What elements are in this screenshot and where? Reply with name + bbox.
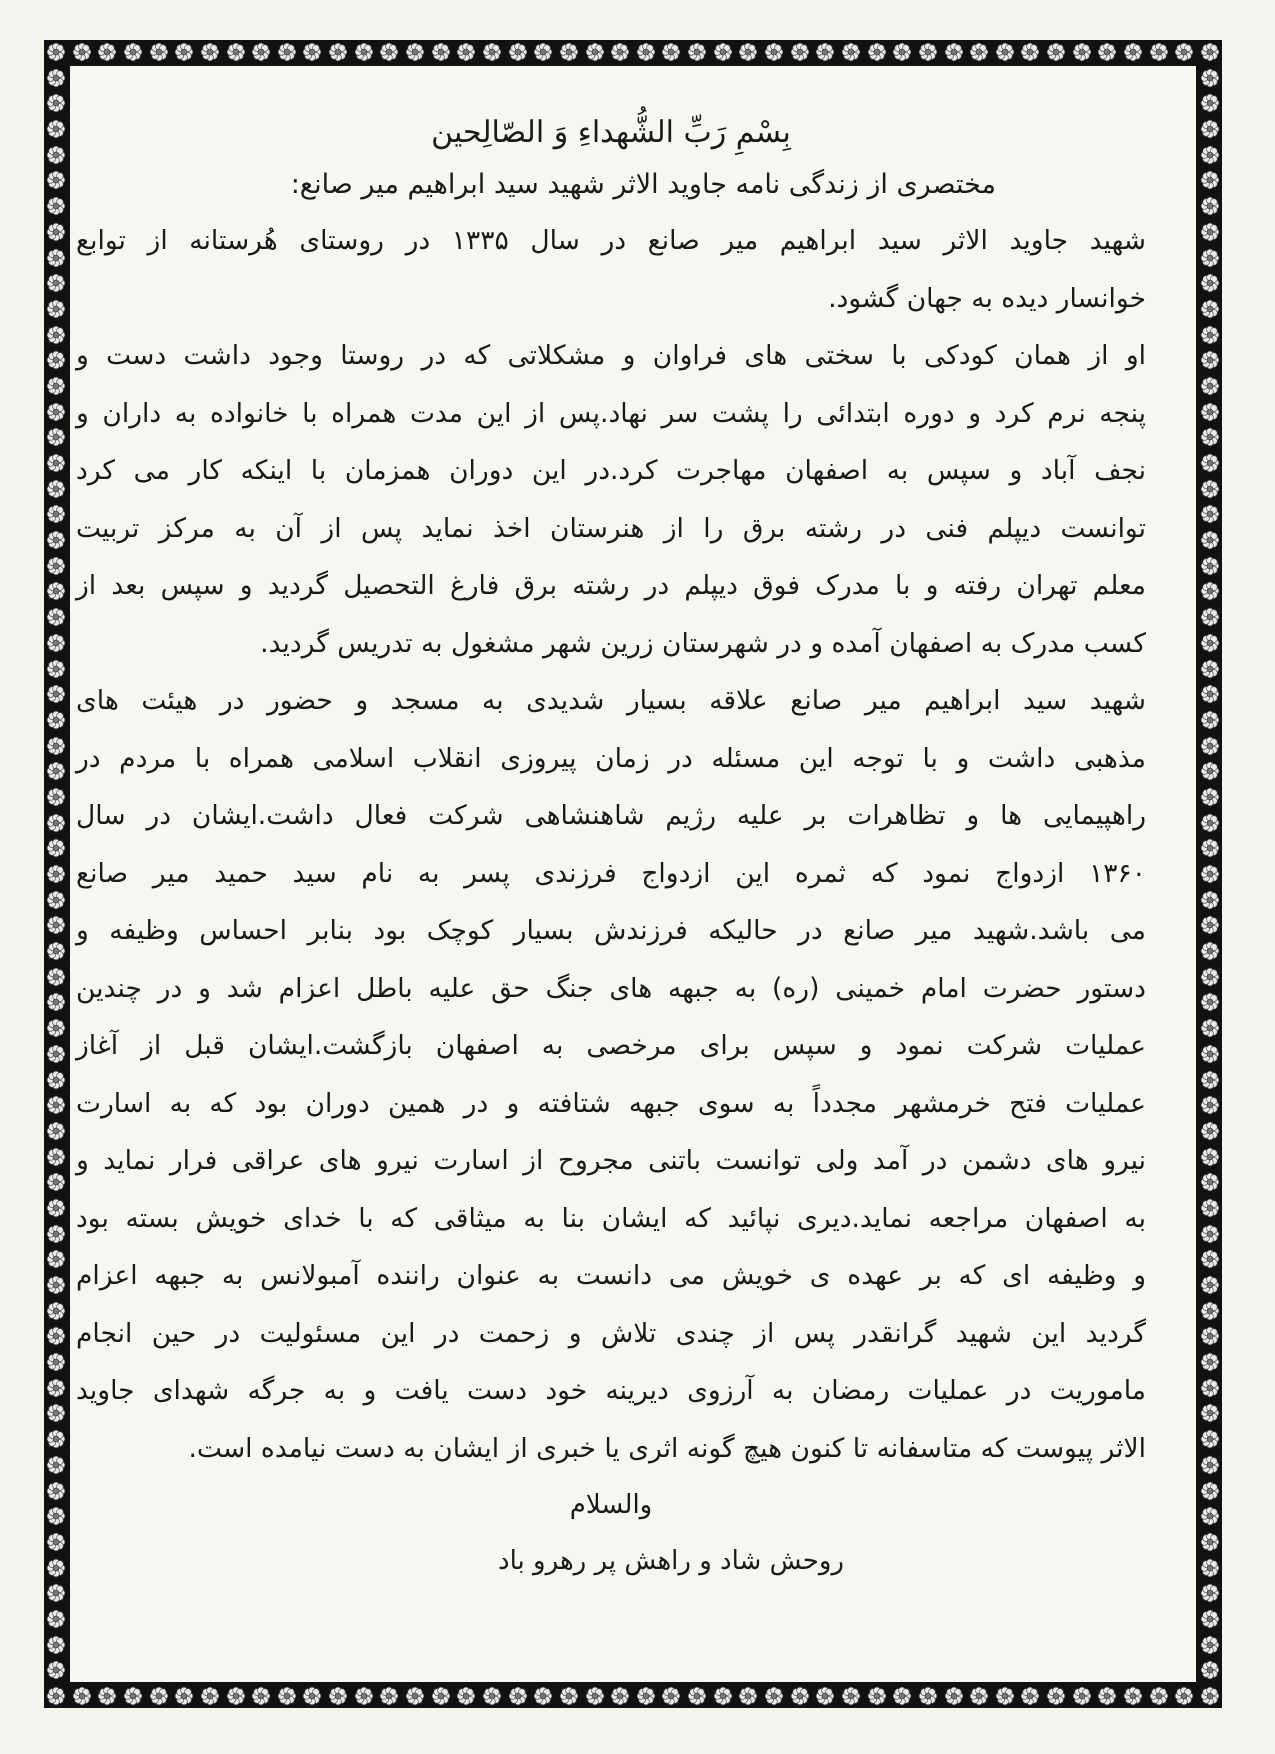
flower-icon xyxy=(46,1352,66,1372)
flower-icon xyxy=(1097,1686,1117,1706)
flower-icon xyxy=(46,93,66,113)
document-body xyxy=(76,108,1146,1589)
flower-icon xyxy=(1200,273,1220,293)
flower-icon xyxy=(46,1532,66,1552)
flower-icon xyxy=(46,1326,66,1346)
flower-icon xyxy=(46,1224,66,1244)
text-line: او از همان کودکی با سختی های فراوان و مشکلاتی که در روستا وجود داشت دست و xyxy=(76,340,1146,371)
flower-icon xyxy=(72,42,92,62)
flower-icon xyxy=(1200,941,1220,961)
text-line: معلم تهران رفته و با مدرک فوق دیپلم در رشته برق فارغ التحصیل گردید و سپس بعد از xyxy=(76,570,1146,601)
flower-icon xyxy=(328,42,348,62)
flower-icon xyxy=(277,42,297,62)
flower-icon xyxy=(46,325,66,345)
text-line: عملیات شرکت نمود و سپس برای مرخصی به اصفهان بازگشت.ایشان قبل از آغاز xyxy=(76,1030,1146,1061)
flower-icon xyxy=(918,1686,938,1706)
flower-icon xyxy=(1149,42,1169,62)
flower-icon xyxy=(1200,427,1220,447)
flower-icon xyxy=(661,42,681,62)
flower-icon xyxy=(46,479,66,499)
biography-title: مختصری از زندگی نامه جاوید الاثر شهید سید ابراهیم میر صانع: xyxy=(290,169,996,200)
text-line: شهید جاوید الاثر سید ابراهیم میر صانع در سال ۱۳۳۵ در روستای هُرستانه از توابع xyxy=(76,225,1146,256)
flower-icon xyxy=(456,42,476,62)
flower-icon xyxy=(46,581,66,601)
flower-icon xyxy=(1200,504,1220,524)
flower-icon xyxy=(1046,1686,1066,1706)
flower-icon xyxy=(1200,761,1220,781)
flower-icon xyxy=(46,1121,66,1141)
flower-icon xyxy=(944,1686,964,1706)
flower-icon xyxy=(892,1686,912,1706)
flower-icon xyxy=(636,1686,656,1706)
bismillah-heading: بِسْمِ رَبِّ الشُّهداءِ وَ الصّالِحین xyxy=(431,115,791,150)
flower-icon xyxy=(46,1481,66,1501)
flower-icon xyxy=(379,42,399,62)
flower-icon xyxy=(1200,1224,1220,1244)
flower-icon xyxy=(1200,1095,1220,1115)
flower-icon xyxy=(1200,659,1220,679)
flower-icon xyxy=(1200,222,1220,242)
flower-icon xyxy=(1200,1378,1220,1398)
flower-icon xyxy=(559,42,579,62)
flower-icon xyxy=(1200,479,1220,499)
flower-icon xyxy=(1200,145,1220,165)
flower-icon xyxy=(815,42,835,62)
flower-icon xyxy=(200,42,220,62)
flower-icon xyxy=(1020,1686,1040,1706)
flower-icon xyxy=(46,196,66,216)
flower-icon xyxy=(841,1686,861,1706)
flower-icon xyxy=(1200,350,1220,370)
flower-icon xyxy=(46,813,66,833)
flower-icon xyxy=(46,633,66,653)
flower-icon xyxy=(1200,1403,1220,1423)
flower-icon xyxy=(46,1249,66,1269)
flower-icon xyxy=(1200,1147,1220,1167)
flower-icon xyxy=(46,42,66,62)
flower-icon xyxy=(328,1686,348,1706)
flower-icon xyxy=(1200,170,1220,190)
flower-icon xyxy=(302,1686,322,1706)
flower-icon xyxy=(790,42,810,62)
flower-icon xyxy=(969,42,989,62)
flower-icon xyxy=(46,1660,66,1680)
flower-icon xyxy=(995,42,1015,62)
flower-icon xyxy=(1200,196,1220,216)
flower-icon xyxy=(46,1609,66,1629)
flower-icon xyxy=(46,402,66,422)
flower-icon xyxy=(46,787,66,807)
flower-icon xyxy=(1200,915,1220,935)
flower-icon xyxy=(46,530,66,550)
flower-icon xyxy=(1200,1326,1220,1346)
flower-icon xyxy=(46,992,66,1012)
flower-icon xyxy=(1200,710,1220,730)
flower-icon xyxy=(405,1686,425,1706)
flower-icon xyxy=(636,42,656,62)
flower-icon xyxy=(251,1686,271,1706)
flower-icon xyxy=(841,42,861,62)
flower-icon xyxy=(1200,890,1220,910)
flower-icon xyxy=(1123,1686,1143,1706)
text-line: شهید سید ابراهیم میر صانع علاقه بسیار شدیدی به مسجد و حضور در هیئت های xyxy=(76,685,1146,716)
flower-icon xyxy=(46,941,66,961)
text-line: خوانسار دیده به جهان گشود. xyxy=(828,282,1146,314)
flower-icon xyxy=(1200,813,1220,833)
flower-icon xyxy=(97,1686,117,1706)
flower-icon xyxy=(1200,967,1220,987)
text-line: و وظیفه ای که بر عهده ی خویش می دانست به عنوان راننده آمبولانس به جبهه اعزام xyxy=(76,1260,1146,1291)
flower-icon xyxy=(431,42,451,62)
flower-icon xyxy=(46,1583,66,1603)
closing-salutation: والسلام xyxy=(569,1490,653,1520)
flower-icon xyxy=(174,1686,194,1706)
flower-icon xyxy=(46,248,66,268)
flower-icon xyxy=(46,273,66,293)
flower-icon xyxy=(1200,248,1220,268)
flower-icon xyxy=(46,1378,66,1398)
flower-icon xyxy=(46,1455,66,1475)
flower-icon xyxy=(1200,736,1220,756)
flower-icon xyxy=(610,42,630,62)
flower-icon xyxy=(1200,1686,1220,1706)
flower-icon xyxy=(1200,684,1220,704)
flower-icon xyxy=(1200,1275,1220,1295)
flower-icon xyxy=(46,1429,66,1449)
flower-icon xyxy=(1200,1070,1220,1090)
flower-icon xyxy=(149,1686,169,1706)
flower-icon xyxy=(226,42,246,62)
flower-icon xyxy=(1174,1686,1194,1706)
flower-icon xyxy=(302,42,322,62)
text-line: مذهبی داشت و با توجه این مسئله در زمان پیروزی انقلاب اسلامی همراه با مردم در xyxy=(76,742,1146,774)
flower-icon xyxy=(1200,787,1220,807)
closing-prayer: روحش شاد و راهش پر رهرو باد xyxy=(498,1546,844,1576)
flower-icon xyxy=(867,42,887,62)
flower-icon xyxy=(46,890,66,910)
flower-icon xyxy=(1200,453,1220,473)
flower-icon xyxy=(918,42,938,62)
flower-icon xyxy=(46,1070,66,1090)
flower-icon xyxy=(1200,299,1220,319)
flower-icon xyxy=(46,119,66,139)
flower-icon xyxy=(46,1403,66,1423)
flower-icon xyxy=(1200,1429,1220,1449)
text-line: ۱۳۶۰ ازدواج نمود که ثمره این ازدواج فرزندی پسر به نام سید حمید میر صانع xyxy=(76,857,1146,889)
flower-icon xyxy=(1200,68,1220,88)
flower-icon xyxy=(585,42,605,62)
flower-icon xyxy=(1097,42,1117,62)
flower-icon xyxy=(149,42,169,62)
flower-icon xyxy=(867,1686,887,1706)
flower-icon xyxy=(46,1044,66,1064)
flower-icon xyxy=(46,864,66,884)
flower-icon xyxy=(1200,1455,1220,1475)
flower-icon xyxy=(1046,42,1066,62)
flower-icon xyxy=(738,42,758,62)
flower-icon xyxy=(46,222,66,242)
flower-icon xyxy=(1200,1044,1220,1064)
text-line: دستور حضرت امام خمینی (ره) به جبهه های جنگ حق علیه باطل اعزام شد و در چندین xyxy=(76,972,1146,1004)
flower-icon xyxy=(46,684,66,704)
flower-icon xyxy=(1020,42,1040,62)
text-line: عملیات فتح خرمشهر مجدداً به سوی جبهه شتافته و در همین دوران بود که به اسارت xyxy=(76,1087,1146,1119)
flower-icon xyxy=(46,659,66,679)
flower-icon xyxy=(97,42,117,62)
flower-icon xyxy=(1200,864,1220,884)
flower-icon xyxy=(405,42,425,62)
flower-icon xyxy=(482,42,502,62)
flower-icon xyxy=(969,1686,989,1706)
flower-icon xyxy=(1200,325,1220,345)
flower-icon xyxy=(46,1018,66,1038)
text-line: پنجه نرم کرد و دوره ابتدائی را پشت سر نهاد.پس از این مدت همراه با خانواده به داران و xyxy=(76,397,1146,429)
flower-icon xyxy=(1200,1018,1220,1038)
flower-icon xyxy=(1200,1558,1220,1578)
flower-icon xyxy=(1200,607,1220,627)
text-line: الاثر پیوست که متاسفانه تا کنون هیچ گونه اثری یا خبری از ایشان به دست نیامده است. xyxy=(188,1432,1146,1464)
flower-icon xyxy=(790,1686,810,1706)
flower-icon xyxy=(1200,119,1220,139)
flower-icon xyxy=(46,453,66,473)
flower-icon xyxy=(661,1686,681,1706)
flower-icon xyxy=(687,1686,707,1706)
flower-icon xyxy=(46,710,66,730)
flower-icon xyxy=(46,504,66,524)
flower-icon xyxy=(1200,1481,1220,1501)
flower-icon xyxy=(1200,992,1220,1012)
flower-icon xyxy=(1200,530,1220,550)
flower-icon xyxy=(123,42,143,62)
flower-icon xyxy=(46,761,66,781)
flower-icon xyxy=(46,1301,66,1321)
flower-icon xyxy=(354,42,374,62)
flower-icon xyxy=(46,838,66,858)
flower-icon xyxy=(764,42,784,62)
flower-icon xyxy=(687,42,707,62)
text-line: کسب مدرک به اصفهان آمده و در شهرستان زرین شهر مشغول به تدریس گردید. xyxy=(260,627,1146,659)
flower-icon xyxy=(559,1686,579,1706)
flower-icon xyxy=(944,42,964,62)
flower-icon xyxy=(1174,42,1194,62)
flower-icon xyxy=(892,42,912,62)
flower-icon xyxy=(46,376,66,396)
flower-icon xyxy=(46,1686,66,1706)
flower-icon xyxy=(46,556,66,576)
flower-icon xyxy=(456,1686,476,1706)
flower-icon xyxy=(1200,1198,1220,1218)
biography-text xyxy=(76,212,1146,1477)
flower-icon xyxy=(46,915,66,935)
flower-icon xyxy=(46,736,66,756)
flower-icon xyxy=(1200,633,1220,653)
flower-icon xyxy=(1123,42,1143,62)
flower-icon xyxy=(610,1686,630,1706)
text-line: ماموریت در عملیات رمضان به آرزوی دیرینه خود دست یافت و به جرگه شهدای جاوید xyxy=(76,1375,1146,1406)
flower-icon xyxy=(379,1686,399,1706)
flower-icon xyxy=(713,1686,733,1706)
flower-icon xyxy=(585,1686,605,1706)
flower-icon xyxy=(508,1686,528,1706)
flower-icon xyxy=(46,170,66,190)
flower-icon xyxy=(1200,1121,1220,1141)
flower-icon xyxy=(431,1686,451,1706)
flower-icon xyxy=(174,42,194,62)
text-line: می باشد.شهید میر صانع در حالیکه فرزندش بسیار کوچک بود بنابر احساس وظیفه و xyxy=(76,915,1146,946)
flower-icon xyxy=(482,1686,502,1706)
flower-icon xyxy=(1200,1172,1220,1192)
flower-icon xyxy=(226,1686,246,1706)
flower-icon xyxy=(46,427,66,447)
text-line: راهپیمایی ها و تظاهرات بر علیه رژیم شاهنشاهی شرکت فعال داشت.ایشان در سال xyxy=(76,800,1146,831)
flower-icon xyxy=(46,1095,66,1115)
flower-icon xyxy=(1200,1660,1220,1680)
flower-icon xyxy=(1200,1635,1220,1655)
flower-icon xyxy=(1200,402,1220,422)
flower-icon xyxy=(46,1275,66,1295)
flower-icon xyxy=(1200,838,1220,858)
flower-icon xyxy=(1072,1686,1092,1706)
flower-icon xyxy=(46,1635,66,1655)
flower-icon xyxy=(46,145,66,165)
text-line: گردید این شهید گرانقدر پس از چندی تلاش و زحمت در این مسئولیت در حین انجام xyxy=(76,1317,1146,1349)
flower-icon xyxy=(995,1686,1015,1706)
flower-icon xyxy=(1200,556,1220,576)
flower-icon xyxy=(533,1686,553,1706)
flower-icon xyxy=(46,607,66,627)
flower-icon xyxy=(46,350,66,370)
flower-icon xyxy=(1200,42,1220,62)
flower-icon xyxy=(533,42,553,62)
text-line: توانست دیپلم فنی در رشته برق را از هنرستان اخذ نماید پس از آن به مرکز تربیت xyxy=(76,512,1146,544)
flower-icon xyxy=(815,1686,835,1706)
flower-icon xyxy=(1200,376,1220,396)
flower-icon xyxy=(1072,42,1092,62)
flower-icon xyxy=(46,299,66,319)
flower-icon xyxy=(1149,1686,1169,1706)
flower-icon xyxy=(1200,1532,1220,1552)
flower-icon xyxy=(508,42,528,62)
flower-icon xyxy=(1200,1609,1220,1629)
flower-icon xyxy=(46,967,66,987)
flower-icon xyxy=(738,1686,758,1706)
flower-icon xyxy=(46,1506,66,1526)
flower-icon xyxy=(1200,93,1220,113)
text-line: نجف آباد و سپس به اصفهان مهاجرت کرد.در این دوران همزمان با اینکه کار می کرد xyxy=(76,455,1146,486)
flower-icon xyxy=(46,1147,66,1167)
flower-icon xyxy=(72,1686,92,1706)
flower-icon xyxy=(764,1686,784,1706)
flower-icon xyxy=(46,1198,66,1218)
flower-icon xyxy=(46,1558,66,1578)
flower-icon xyxy=(46,1172,66,1192)
flower-icon xyxy=(354,1686,374,1706)
text-line: به اصفهان مراجعه نماید.دیری نپائید که ایشان بنا به میثاقی که با خدای خویش بسته بود xyxy=(76,1202,1146,1234)
flower-icon xyxy=(1200,1506,1220,1526)
flower-icon xyxy=(1200,1583,1220,1603)
flower-icon xyxy=(46,68,66,88)
flower-icon xyxy=(1200,1249,1220,1269)
flower-icon xyxy=(123,1686,143,1706)
flower-icon xyxy=(1200,1301,1220,1321)
flower-icon xyxy=(277,1686,297,1706)
flower-icon xyxy=(713,42,733,62)
flower-icon xyxy=(200,1686,220,1706)
flower-icon xyxy=(251,42,271,62)
flower-icon xyxy=(1200,581,1220,601)
text-line: نیرو های دشمن در آمد ولی توانست باتنی مجروح از اسارت نیرو های عراقی فرار نماید و xyxy=(76,1145,1146,1176)
flower-icon xyxy=(1200,1352,1220,1372)
